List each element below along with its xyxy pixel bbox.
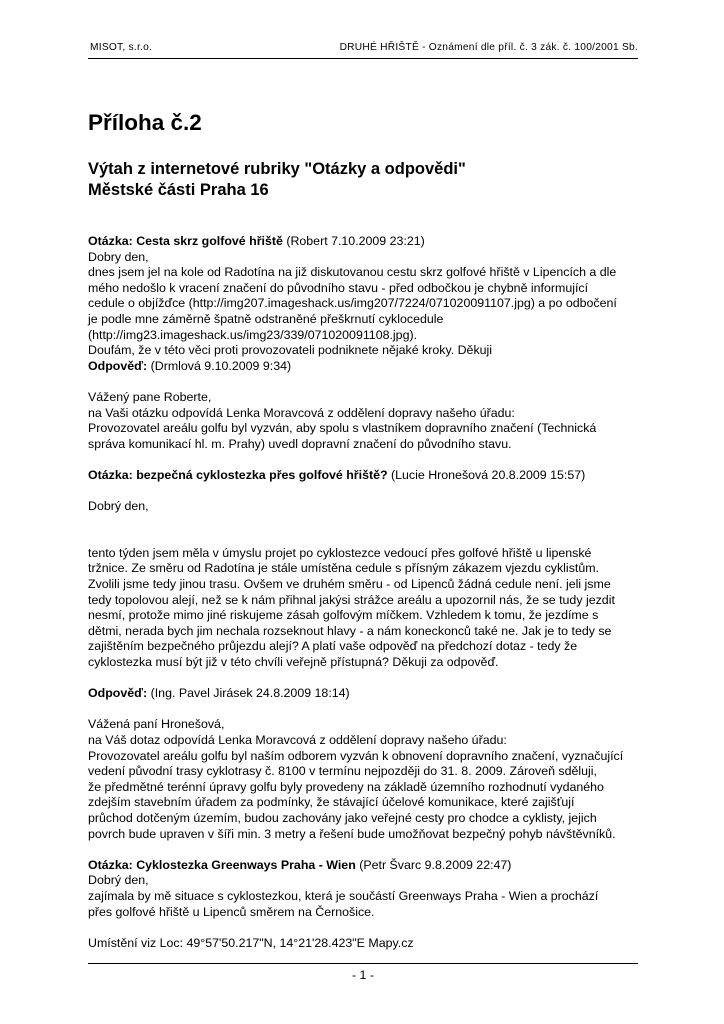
- blank-line: [88, 452, 648, 468]
- text-line: [88, 624, 648, 640]
- text-line: [88, 795, 648, 811]
- blank-line: [88, 515, 648, 531]
- text-line: [88, 873, 648, 889]
- text-segment: správa komunikací hl. m. Prahy) uvedl dopravní značení do původního stavu.: [88, 436, 512, 451]
- text-line: [88, 639, 648, 655]
- text-segment: (Robert 7.10.2009 23:21): [282, 234, 425, 248]
- text-segment: cedule o objížďce (http://img207.imageshack.us/img207/7224/071020091107.jpg) a po odbočení: [88, 296, 617, 311]
- text-segment: cyklostezka musí být již v této chvíli veřejně přístupná? Děkuji za odpověď.: [88, 655, 499, 670]
- text-segment: Doufám, že v této věci proti provozovateli podniknete nějaké kroky. Děkuji: [88, 343, 493, 358]
- text-line: [88, 281, 648, 297]
- text-segment: že předmětné terénní úpravy golfu byly provedeny na základě územního rozhodnutí vydaného: [88, 779, 604, 794]
- text-line: [88, 265, 648, 281]
- text-line: [88, 546, 648, 562]
- text-segment: dětmi, nerada bych jim nechala rozseknout hlavy - a nám koneckonců také ne. Jak je to tedy se: [88, 623, 612, 638]
- text-segment: dnes jsem jel na kole od Radotína na již diskutovanou cestu skrz golfové hřiště v Lipencích a dle: [88, 265, 617, 280]
- page-number: - 1 -: [351, 968, 375, 982]
- text-line: [88, 234, 648, 250]
- text-segment: tržnice. Ze směru od Radotína je stále umístěna cedule s přísným zákazem vjezdu cyklistům.: [88, 561, 599, 576]
- text-segment: Provozovatel areálu golfu byl vyzván, aby spolu s vlastníkem dopravního značení (Technická: [88, 421, 597, 436]
- text-segment: (http://img23.imageshack.us/img23/339/071020091108.jpg).: [88, 327, 418, 342]
- text-line: [88, 905, 648, 921]
- text-segment: Vážený pane Roberte,: [88, 389, 212, 404]
- text-segment: Dobrý den,: [88, 873, 149, 888]
- text-line: [88, 655, 648, 671]
- text-line: [88, 390, 648, 406]
- blank-line: [88, 530, 648, 546]
- blank-line: [88, 702, 648, 718]
- subtitle-line: Městské části Praha 16: [88, 181, 269, 199]
- blank-line: [88, 484, 648, 500]
- bold-label: Odpověď:: [88, 686, 148, 701]
- text-segment: zajímala by mě situace s cyklostezkou, která je součástí Greenways Praha - Wien a prochází: [88, 888, 599, 903]
- text-line: [88, 406, 648, 422]
- text-line: [88, 328, 648, 344]
- header-document-title: DRUHÉ HŘIŠTĚ - Oznámení dle příl. č. 3 zák. č. 100/2001 Sb.: [339, 42, 638, 53]
- page-footer: [88, 963, 638, 982]
- text-segment: přes golfové hřiště u Lipenců směrem na Černošice.: [88, 904, 375, 919]
- text-segment: (Drmlová 9.10.2009 9:34): [147, 358, 292, 373]
- text-line: [88, 359, 648, 375]
- blank-line: [88, 671, 648, 687]
- text-line: [88, 827, 648, 843]
- blank-line: [88, 920, 648, 936]
- text-segment: vedení původní trasy cyklotrasy č. 8100 v termínu nejpozději do 31. 8. 2009. Zároveň sděluji,: [88, 764, 597, 779]
- text-line: [88, 811, 648, 827]
- text-segment: na Vaši otázku odpovídá Lenka Moravcová z oddělení dopravy našeho úřadu:: [88, 405, 515, 420]
- text-segment: tento týden jsem měla v úmyslu projet po cyklostezce vedoucí přes golfové hřiště u lipenské: [88, 545, 592, 560]
- text-line: [88, 343, 648, 359]
- page-title: Příloha č.2: [88, 110, 202, 135]
- text-line: [88, 764, 648, 780]
- text-line: [88, 858, 648, 874]
- text-segment: průchod dotčeným územím, budou zachovány jako veřejné cesty pro chodce a cyklisty, jejich: [88, 810, 597, 825]
- text-line: [88, 936, 648, 952]
- text-segment: na Váš dotaz odpovídá Lenka Moravcová z oddělení dopravy našeho úřadu:: [88, 733, 507, 747]
- header-company: MISOT, s.r.o.: [90, 42, 153, 53]
- bold-label: Otázka: Cesta skrz golfové hřiště: [88, 234, 283, 248]
- text-line: [88, 250, 648, 266]
- text-segment: Provozovatel areálu golfu byl naším odborem vyzván k obnovení dopravního značení, vyznačující: [88, 748, 624, 763]
- page-subtitle: [88, 159, 466, 201]
- text-line: [88, 312, 648, 328]
- text-line: [88, 733, 648, 749]
- text-line: [88, 889, 648, 905]
- text-line: [88, 468, 648, 484]
- bold-label: Otázka: Cyklostezka Greenways Praha - Wien: [88, 857, 356, 872]
- blank-line: [88, 842, 648, 858]
- text-line: [88, 780, 648, 796]
- text-segment: Umístění viz Loc: 49°57'50.217"N, 14°21'28.423"E Mapy.cz: [88, 935, 414, 950]
- bold-label: Otázka: bezpečná cyklostezka přes golfové hřiště?: [88, 467, 388, 482]
- text-segment: (Lucie Hronešová 20.8.2009 15:57): [387, 467, 586, 482]
- text-segment: nesmí, protože mimo jiné riskujeme zásah golfovým míčkem. Vzhledem k tomu, že jezdíme s: [88, 608, 599, 623]
- text-segment: Dobrý den,: [88, 499, 149, 514]
- text-line: [88, 561, 648, 577]
- document-body: [88, 234, 648, 951]
- text-line: [88, 437, 648, 453]
- text-segment: povrch bude upraven v šíři min. 3 metry a řešení bude umožňovat bezpečný pohyb návštěvníků.: [88, 826, 616, 841]
- text-line: [88, 296, 648, 312]
- text-segment: mého nedošlo k vracení značení do původního stavu - před odbočkou je chybně informující: [88, 280, 589, 295]
- blank-line: [88, 374, 648, 390]
- text-segment: (Petr Švarc 9.8.2009 22:47): [355, 857, 512, 872]
- text-segment: tedy topolovou alejí, než se k nám přihnal jakýsi strážce areálu a upozornil nás, že se tudy jezdit: [88, 592, 615, 607]
- text-line: [88, 421, 648, 437]
- text-segment: zajištěním bezpečného průjezdu alejí? A platí vaše odpověď na předchozí dotaz - tedy že: [88, 639, 578, 654]
- text-segment: zdejším stavebním úřadem za podmínky, že stávající účelové komunikace, které zajišťují: [88, 795, 575, 810]
- text-line: [88, 593, 648, 609]
- page-header: [88, 40, 638, 59]
- text-line: [88, 499, 648, 515]
- text-segment: (Ing. Pavel Jirásek 24.8.2009 18:14): [147, 686, 350, 701]
- text-segment: Zvolili jsme tedy jinou trasu. Ovšem ve druhém směru - od Lipenců žádná cedule není. jeli jsme: [88, 577, 611, 592]
- text-segment: Dobry den,: [88, 249, 149, 264]
- text-line: [88, 608, 648, 624]
- bold-label: Odpověď:: [88, 358, 148, 373]
- text-line: [88, 577, 648, 593]
- text-line: [88, 749, 648, 765]
- subtitle-line: Výtah z internetové rubriky "Otázky a odpovědi": [88, 160, 466, 178]
- text-segment: Vážená paní Hronešová,: [88, 717, 225, 732]
- text-line: [88, 686, 648, 702]
- text-line: [88, 717, 648, 733]
- text-segment: je podle mne záměrně špatně odstraněné přeškrnutí cyklocedule: [88, 311, 444, 326]
